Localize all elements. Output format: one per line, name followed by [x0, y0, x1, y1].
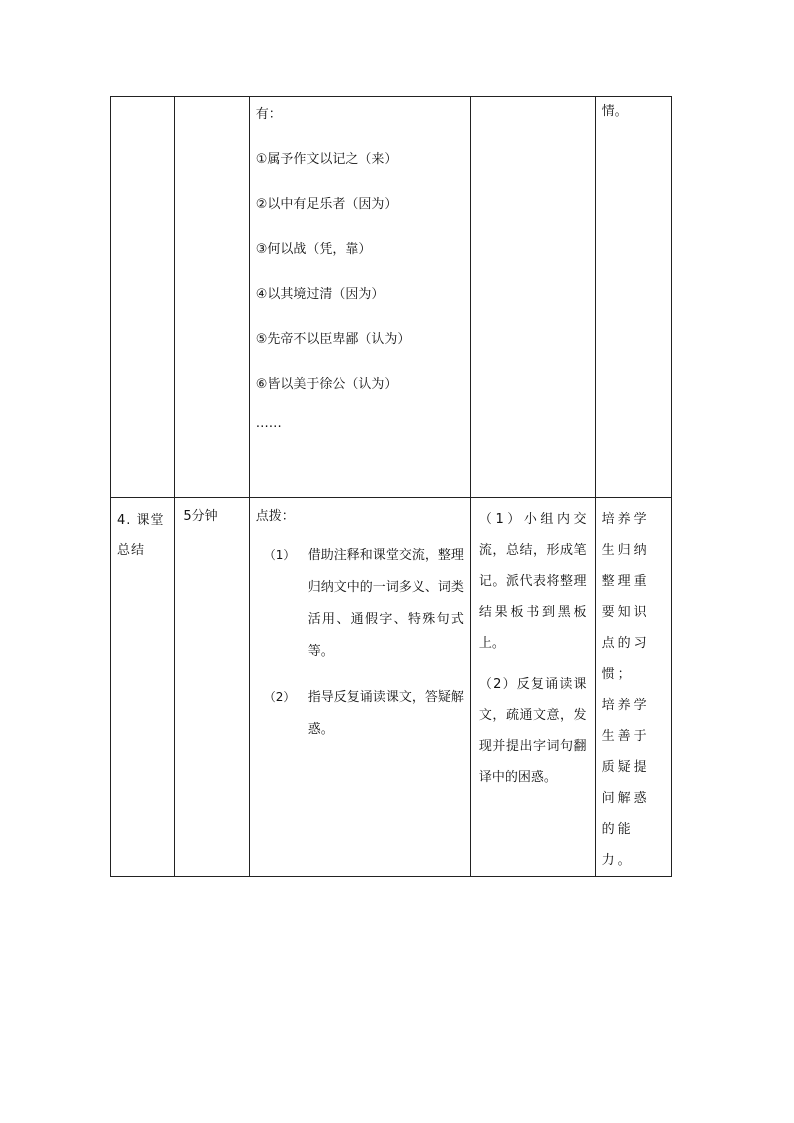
phase-cell [111, 97, 175, 498]
table-row [111, 498, 672, 877]
example-item: ①属予作文以记之（来） [255, 152, 398, 167]
student-activity-cell [470, 498, 595, 877]
item-text: 指导反复诵读课文，答疑解惑。 [307, 690, 464, 737]
purpose-text: 培养学生善于质疑提问解惑的能力。 [601, 698, 650, 868]
ellipsis-text: …… [255, 416, 282, 431]
duration-text: 5分钟 [183, 509, 218, 524]
content-heading: 有： [255, 107, 282, 122]
guide-label: 点拨： [255, 509, 295, 524]
phase-cell [111, 498, 175, 877]
phase-text: 4. 课堂总结 [117, 513, 165, 558]
purpose-cell [595, 97, 671, 498]
student-activity-text: （1）小组内交流，总结，形成笔记。派代表将整理结果板书到黑板上。 [478, 512, 587, 651]
duration-cell [175, 498, 249, 877]
example-item: ③何以战（凭，靠） [255, 242, 372, 257]
item-number: （2） [263, 690, 296, 704]
teacher-activity-cell [249, 498, 470, 877]
item-text: 借助注释和课堂交流，整理归纳文中的一词多义、词类活用、通假字、特殊句式等。 [307, 548, 464, 659]
teacher-activity-cell [249, 97, 470, 498]
table-row [111, 97, 672, 498]
lesson-plan-table [110, 96, 672, 877]
purpose-text: 情。 [601, 104, 628, 119]
example-item: ⑥皆以美于徐公（认为） [255, 377, 398, 392]
duration-cell [175, 97, 249, 498]
purpose-cell [595, 498, 671, 877]
example-item: ④以其境过清（因为） [255, 287, 385, 302]
purpose-text: 培养学生归纳整理重要知识点的习惯； [601, 512, 650, 682]
list-item [256, 682, 464, 746]
student-activity-cell [470, 97, 595, 498]
item-number: （1） [263, 548, 296, 562]
example-item: ⑤先帝不以臣卑鄙（认为） [255, 332, 411, 347]
list-item [256, 540, 464, 668]
example-item: ②以中有足乐者（因为） [255, 197, 398, 212]
student-activity-text: （2）反复诵读课文，疏通文意，发现并提出字词句翻译中的困惑。 [478, 677, 587, 785]
